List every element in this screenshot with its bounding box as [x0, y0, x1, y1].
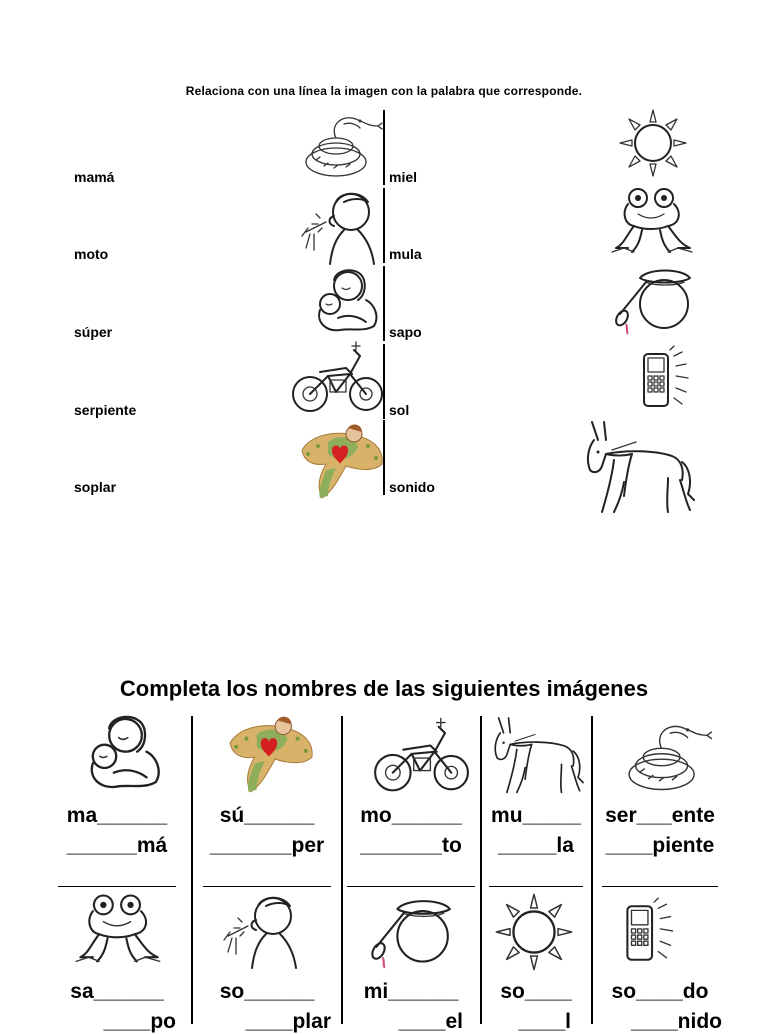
- divider-line: [383, 188, 385, 263]
- row2-col1-line1: sa______: [70, 980, 164, 1003]
- word-miel: miel: [389, 169, 418, 185]
- answer-line: [489, 886, 583, 887]
- row1-col5-line2: ____piente: [605, 834, 715, 857]
- sun-icon: [494, 892, 574, 972]
- row2-col2-line1: so______: [219, 980, 315, 1003]
- row2-col2-line2: ____plar: [245, 1010, 331, 1033]
- instruction-text: Relaciona con una línea la imagen con la palabra que corresponde.: [185, 84, 583, 98]
- column-divider: [591, 716, 593, 1024]
- honey-jar-icon: [612, 262, 692, 334]
- row1-col2-line2: _______per: [209, 834, 325, 857]
- word-soplar: soplar: [74, 479, 117, 495]
- phone-icon: [608, 896, 692, 970]
- sun-icon: [618, 108, 688, 178]
- row1-col4-line1: mu_____: [491, 804, 581, 827]
- row1-col5-line1: ser___ente: [605, 804, 715, 827]
- divider-line: [383, 266, 385, 341]
- column-divider: [480, 716, 482, 1024]
- row2-col5-line1: so____do: [611, 980, 709, 1003]
- column-divider: [191, 716, 193, 1024]
- snake-icon: [622, 718, 712, 796]
- row1-col4-line2: _____la: [498, 834, 574, 857]
- section-title: Completa los nombres de las siguientes imágenes: [119, 676, 649, 701]
- word-serpiente: serpiente: [74, 402, 137, 418]
- blowing-boy-icon: [218, 892, 302, 968]
- row1-col1-line2: ______má: [66, 834, 168, 857]
- word-super: súper: [74, 324, 113, 340]
- row1-col2-line1: sú______: [219, 804, 315, 827]
- answer-line: [58, 886, 176, 887]
- column-divider: [341, 716, 343, 1024]
- donkey-icon: [584, 420, 700, 516]
- answer-line: [347, 886, 475, 887]
- row1-col1-line1: ma______: [66, 804, 168, 827]
- row2-col3-line1: mi______: [363, 980, 459, 1003]
- snake-icon: [300, 110, 382, 182]
- motorcycle-icon: [290, 340, 384, 418]
- honey-jar-icon: [368, 892, 452, 968]
- donkey-icon: [492, 716, 588, 796]
- frog-icon: [72, 892, 164, 968]
- word-moto: moto: [74, 246, 109, 262]
- row2-col4-line1: so____: [500, 980, 572, 1003]
- flying-hero-icon: [298, 420, 386, 500]
- phone-icon: [638, 344, 694, 416]
- row2-col3-line2: ____el: [398, 1010, 463, 1033]
- answer-line: [602, 886, 718, 887]
- row2-col1-line2: ____po: [103, 1010, 176, 1033]
- divider-line: [383, 110, 385, 185]
- row2-col4-line2: ____l: [518, 1010, 571, 1033]
- answer-line: [203, 886, 331, 887]
- row1-col3-line2: _______to: [360, 834, 462, 857]
- row1-col3-line1: mo______: [360, 804, 462, 827]
- mother-baby-icon: [78, 712, 166, 796]
- word-mama: mamá: [74, 169, 115, 185]
- word-mula: mula: [389, 246, 422, 262]
- blowing-boy-icon: [296, 188, 380, 264]
- word-sonido: sonido: [389, 479, 435, 495]
- word-sol: sol: [389, 402, 410, 418]
- motorcycle-icon: [372, 716, 470, 798]
- mother-baby-icon: [308, 266, 382, 338]
- row2-col5-line2: ____nido: [630, 1010, 722, 1033]
- word-sapo: sapo: [389, 324, 422, 340]
- frog-icon: [608, 186, 696, 258]
- flying-hero-icon: [226, 712, 316, 794]
